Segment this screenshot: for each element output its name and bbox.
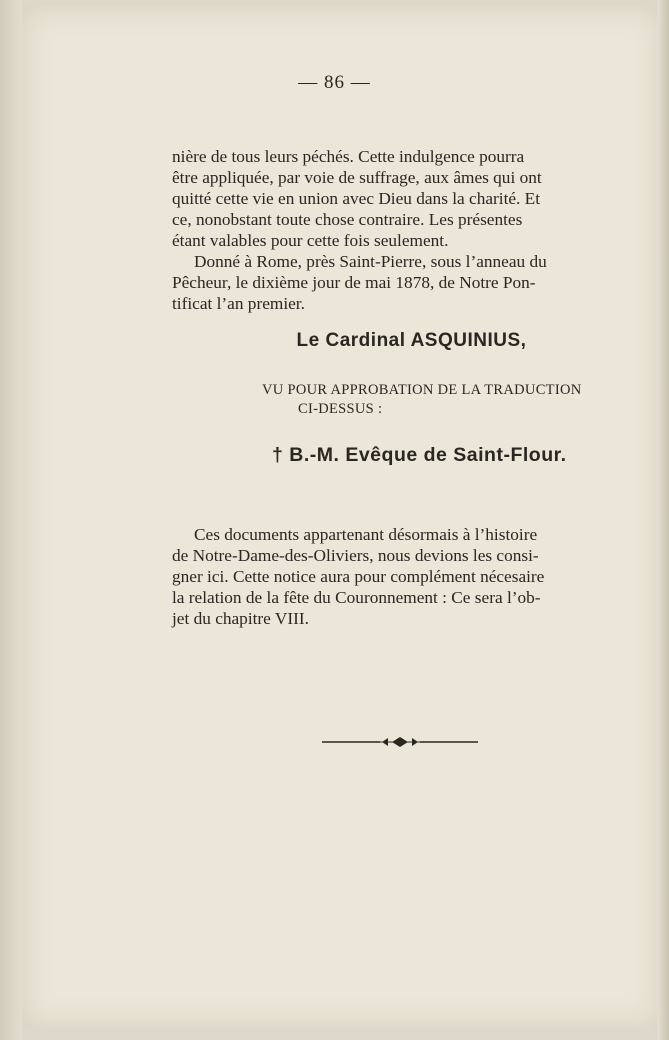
text-line: Ces documents appartenant désormais à l’histoire xyxy=(194,525,538,544)
text-line: Donné à Rome, près Saint-Pierre, sous l’anneau du xyxy=(194,252,547,271)
approbation-note xyxy=(262,381,632,419)
cardinal-signature: Le Cardinal ASQUINIUS, xyxy=(296,330,527,351)
text-line: de Notre-Dame-des-Oliviers, nous devions les consi- xyxy=(172,546,539,565)
text-line: Pêcheur, le dixième jour de mai 1878, de Notre Pon- xyxy=(172,273,536,292)
approbation-line: VU POUR APPROBATION DE LA TRADUCTION xyxy=(262,382,582,398)
book-gutter xyxy=(0,0,22,1040)
approbation-line: CI-DESSUS : xyxy=(298,401,383,417)
page-number: — 86 — xyxy=(298,72,371,93)
paragraph-indulgence xyxy=(172,146,627,251)
text-line: tificat l’an premier. xyxy=(172,294,305,313)
text-line: gner ici. Cette notice aura pour complément nécesaire xyxy=(172,567,545,586)
text-line: la relation de la fête du Couronnement : Ce sera l’ob- xyxy=(172,588,541,607)
text-line: jet du chapitre VIII. xyxy=(172,609,309,628)
paragraph-given-at-rome xyxy=(172,251,627,314)
page-edge xyxy=(657,0,669,1040)
bishop-signature: † B.-M. Evêque de Saint-Flour. xyxy=(272,444,567,466)
text-line: nière de tous leurs péchés. Cette indulgence pourra xyxy=(172,147,525,166)
text-line: quitté cette vie en union avec Dieu dans la charité. Et xyxy=(172,189,541,208)
text-line: être appliquée, par voie de suffrage, aux âmes qui ont xyxy=(172,168,542,187)
text-line: ce, nonobstant toute chose contraire. Les présentes xyxy=(172,210,523,229)
paragraph-closing xyxy=(172,524,627,629)
end-ornament-rule xyxy=(322,735,478,749)
text-line: étant valables pour cette fois seulement. xyxy=(172,231,449,250)
